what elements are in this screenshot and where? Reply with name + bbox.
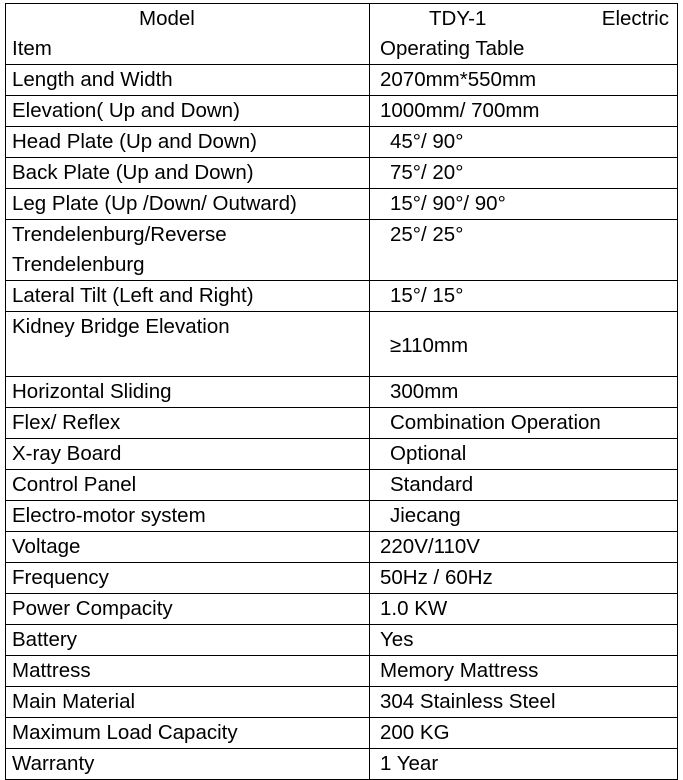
header-item-label: Item — [12, 37, 52, 60]
spec-item: Mattress — [6, 656, 370, 687]
spec-item: Electro-motor system — [6, 501, 370, 532]
spec-value: 50Hz / 60Hz — [370, 563, 678, 594]
table-row — [6, 656, 678, 687]
table-row — [6, 189, 678, 220]
spec-item: Length and Width — [6, 65, 370, 96]
spec-value: Standard — [370, 470, 678, 501]
spec-value: 200 KG — [370, 718, 678, 749]
spec-item: Head Plate (Up and Down) — [6, 127, 370, 158]
table-row — [6, 312, 678, 377]
spec-table — [5, 3, 678, 780]
spec-item-line: Trendelenburg — [12, 253, 145, 276]
spec-item: X-ray Board — [6, 439, 370, 470]
spec-item: Maximum Load Capacity — [6, 718, 370, 749]
spec-item: Voltage — [6, 532, 370, 563]
table-row — [6, 532, 678, 563]
spec-value: 300mm — [370, 377, 678, 408]
table-row — [6, 594, 678, 625]
spec-item: Battery — [6, 625, 370, 656]
spec-item: Frequency — [6, 563, 370, 594]
spec-value: 1.0 KW — [370, 594, 678, 625]
header-model-number: TDY-1 — [429, 7, 487, 30]
table-row — [6, 501, 678, 532]
spec-value: Combination Operation — [370, 408, 678, 439]
spec-value: 15°/ 90°/ 90° — [370, 189, 678, 220]
spec-value: 15°/ 15° — [370, 281, 678, 312]
spec-item: Kidney Bridge Elevation — [6, 312, 370, 377]
table-row — [6, 470, 678, 501]
header-type-word: Electric — [601, 7, 669, 30]
spec-item: Flex/ Reflex — [6, 408, 370, 439]
table-row — [6, 687, 678, 718]
spec-item: Lateral Tilt (Left and Right) — [6, 281, 370, 312]
spec-item: Power Compacity — [6, 594, 370, 625]
table-row — [6, 220, 678, 281]
table-row — [6, 158, 678, 189]
spec-value: 304 Stainless Steel — [370, 687, 678, 718]
table-row — [6, 377, 678, 408]
spec-value: 45°/ 90° — [370, 127, 678, 158]
spec-value: 1 Year — [370, 749, 678, 780]
table-row — [6, 749, 678, 780]
spec-item: Elevation( Up and Down) — [6, 96, 370, 127]
table-row — [6, 65, 678, 96]
table-row — [6, 96, 678, 127]
table-row — [6, 408, 678, 439]
spec-value: 25°/ 25° — [370, 220, 678, 281]
table-row — [6, 281, 678, 312]
table-row — [6, 718, 678, 749]
spec-item: Horizontal Sliding — [6, 377, 370, 408]
table-row — [6, 127, 678, 158]
header-row — [6, 4, 678, 65]
spec-item-line: Trendelenburg/Reverse — [12, 223, 227, 246]
header-product-cell — [370, 4, 678, 65]
table-row — [6, 625, 678, 656]
spec-value: 75°/ 20° — [370, 158, 678, 189]
table-row — [6, 439, 678, 470]
spec-value: ≥110mm — [370, 312, 678, 377]
spec-value: Optional — [370, 439, 678, 470]
spec-item: Control Panel — [6, 470, 370, 501]
spec-value: 2070mm*550mm — [370, 65, 678, 96]
spec-item: Back Plate (Up and Down) — [6, 158, 370, 189]
spec-value: 1000mm/ 700mm — [370, 96, 678, 127]
spec-value: Yes — [370, 625, 678, 656]
spec-item — [6, 220, 370, 281]
spec-value: 220V/110V — [370, 532, 678, 563]
spec-item: Warranty — [6, 749, 370, 780]
spec-value: Jiecang — [370, 501, 678, 532]
spec-item: Leg Plate (Up /Down/ Outward) — [6, 189, 370, 220]
header-model-label: Model — [139, 7, 195, 30]
header-item-cell — [6, 4, 370, 65]
spec-value: Memory Mattress — [370, 656, 678, 687]
spec-item: Main Material — [6, 687, 370, 718]
table-row — [6, 563, 678, 594]
header-product-name: Operating Table — [380, 37, 525, 60]
